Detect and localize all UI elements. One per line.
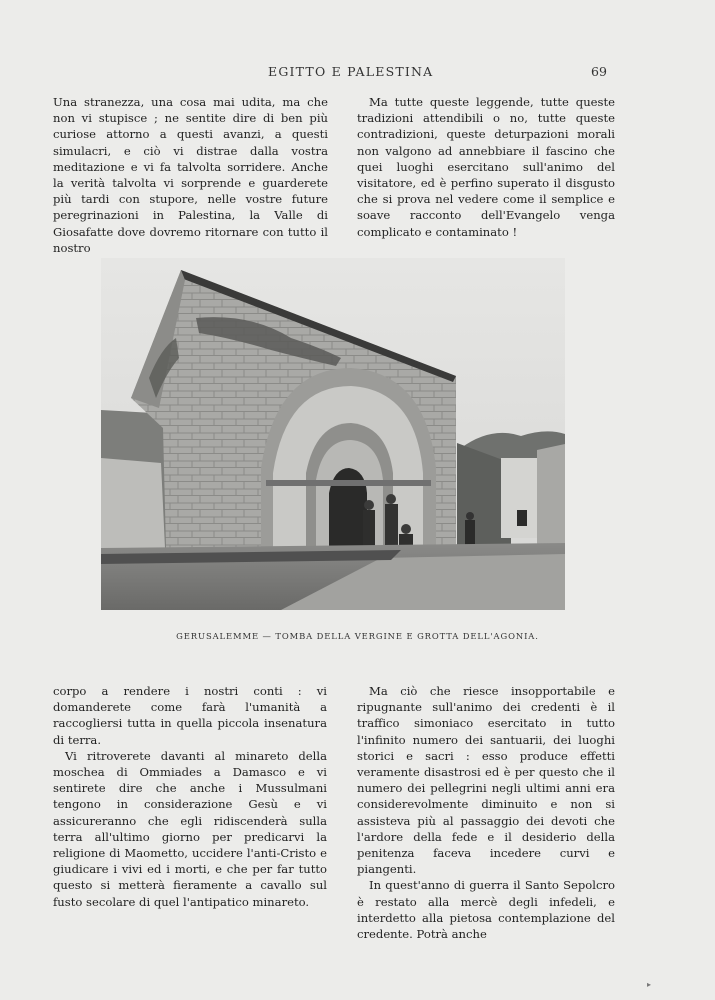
running-header <box>0 64 715 82</box>
paragraph: Ma tutte queste leggende, tutte queste tradizioni attendibili o no, tutte queste contradizioni, queste deturpazioni morali non valgono ad annebbiare il fascino che quei luoghi esercitano sull'animo del visitatore, ed è perfino superato il disgusto che si prova nel vedere come il semplice e soave racconto dell'Evangelo venga complicato e contaminato ! <box>357 95 615 239</box>
figure-caption: GERUSALEMME — TOMBA DELLA VERGINE E GROTTA DELL'AGONIA. <box>176 631 539 641</box>
photograph-tomb-of-virgin <box>101 258 565 610</box>
bottom-right-column <box>357 683 615 942</box>
bottom-left-column <box>53 683 327 910</box>
paragraph: Vi ritroverete davanti al minareto della moschea di Ommiades a Damasco e vi sentirete dire che anche i Mussulmani tengono in considerazione Gesù e vi assicureranno che egli ridiscenderà sulla terra all'ultimo giorno per predicarvi la religione di Maometto, uccidere l'anti-Cristo e giudicare i vivi ed i morti, e che per far tutto questo si metterà fieramente a cavallo sul fusto secolare di quel l'antipatico minareto. <box>53 748 327 909</box>
paragraph: corpo a rendere i nostri conti : vi domanderete come farà l'umanità a raccogliersi tutta in quella piccola insenatura di terra. <box>53 684 327 747</box>
running-title: EGITTO E PALESTINA <box>268 64 434 79</box>
top-left-column <box>53 94 328 256</box>
paragraph: In quest'anno di guerra il Santo Sepolcro è restato alla mercè degli infedeli, e interdetto alla pietosa contemplazione del credente. Potrà anche <box>357 878 615 942</box>
print-speck: ▸ <box>647 980 652 989</box>
top-right-column <box>357 94 615 240</box>
paragraph: Una stranezza, una cosa mai udita, ma che non vi stupisce ; ne sentite dire di ben più curiose attorno a questi avanzi, a questi simulacri, e ciò vi distrae dalla vostra meditazione e vi fa talvolta sorridere. Anche la verità talvolta vi sorprende e guarderete più tardi con stupore, nelle vostre future peregrinazioni in Palestina, la Valle di Giosafatte dove dovremo ritornare con tutto il nostro <box>53 95 328 255</box>
paragraph: Ma ciò che riesce insopportabile e ripugnante sull'animo dei credenti è il traffico simoniaco esercitato in tutto l'infinito numero dei santuarii, dei luoghi storici e sacri : esso produce effetti veramente disastrosi ed è per questo che il numero dei pellegrini negli ultimi anni era considerevolmente diminuito e non si assisteva più al passaggio dei devoti che l'ardore della fede e il desiderio della penitenza faceva incedere curvi e piangenti. <box>357 684 615 877</box>
page-number: 69 <box>591 64 607 79</box>
photo-illustration <box>101 258 565 610</box>
